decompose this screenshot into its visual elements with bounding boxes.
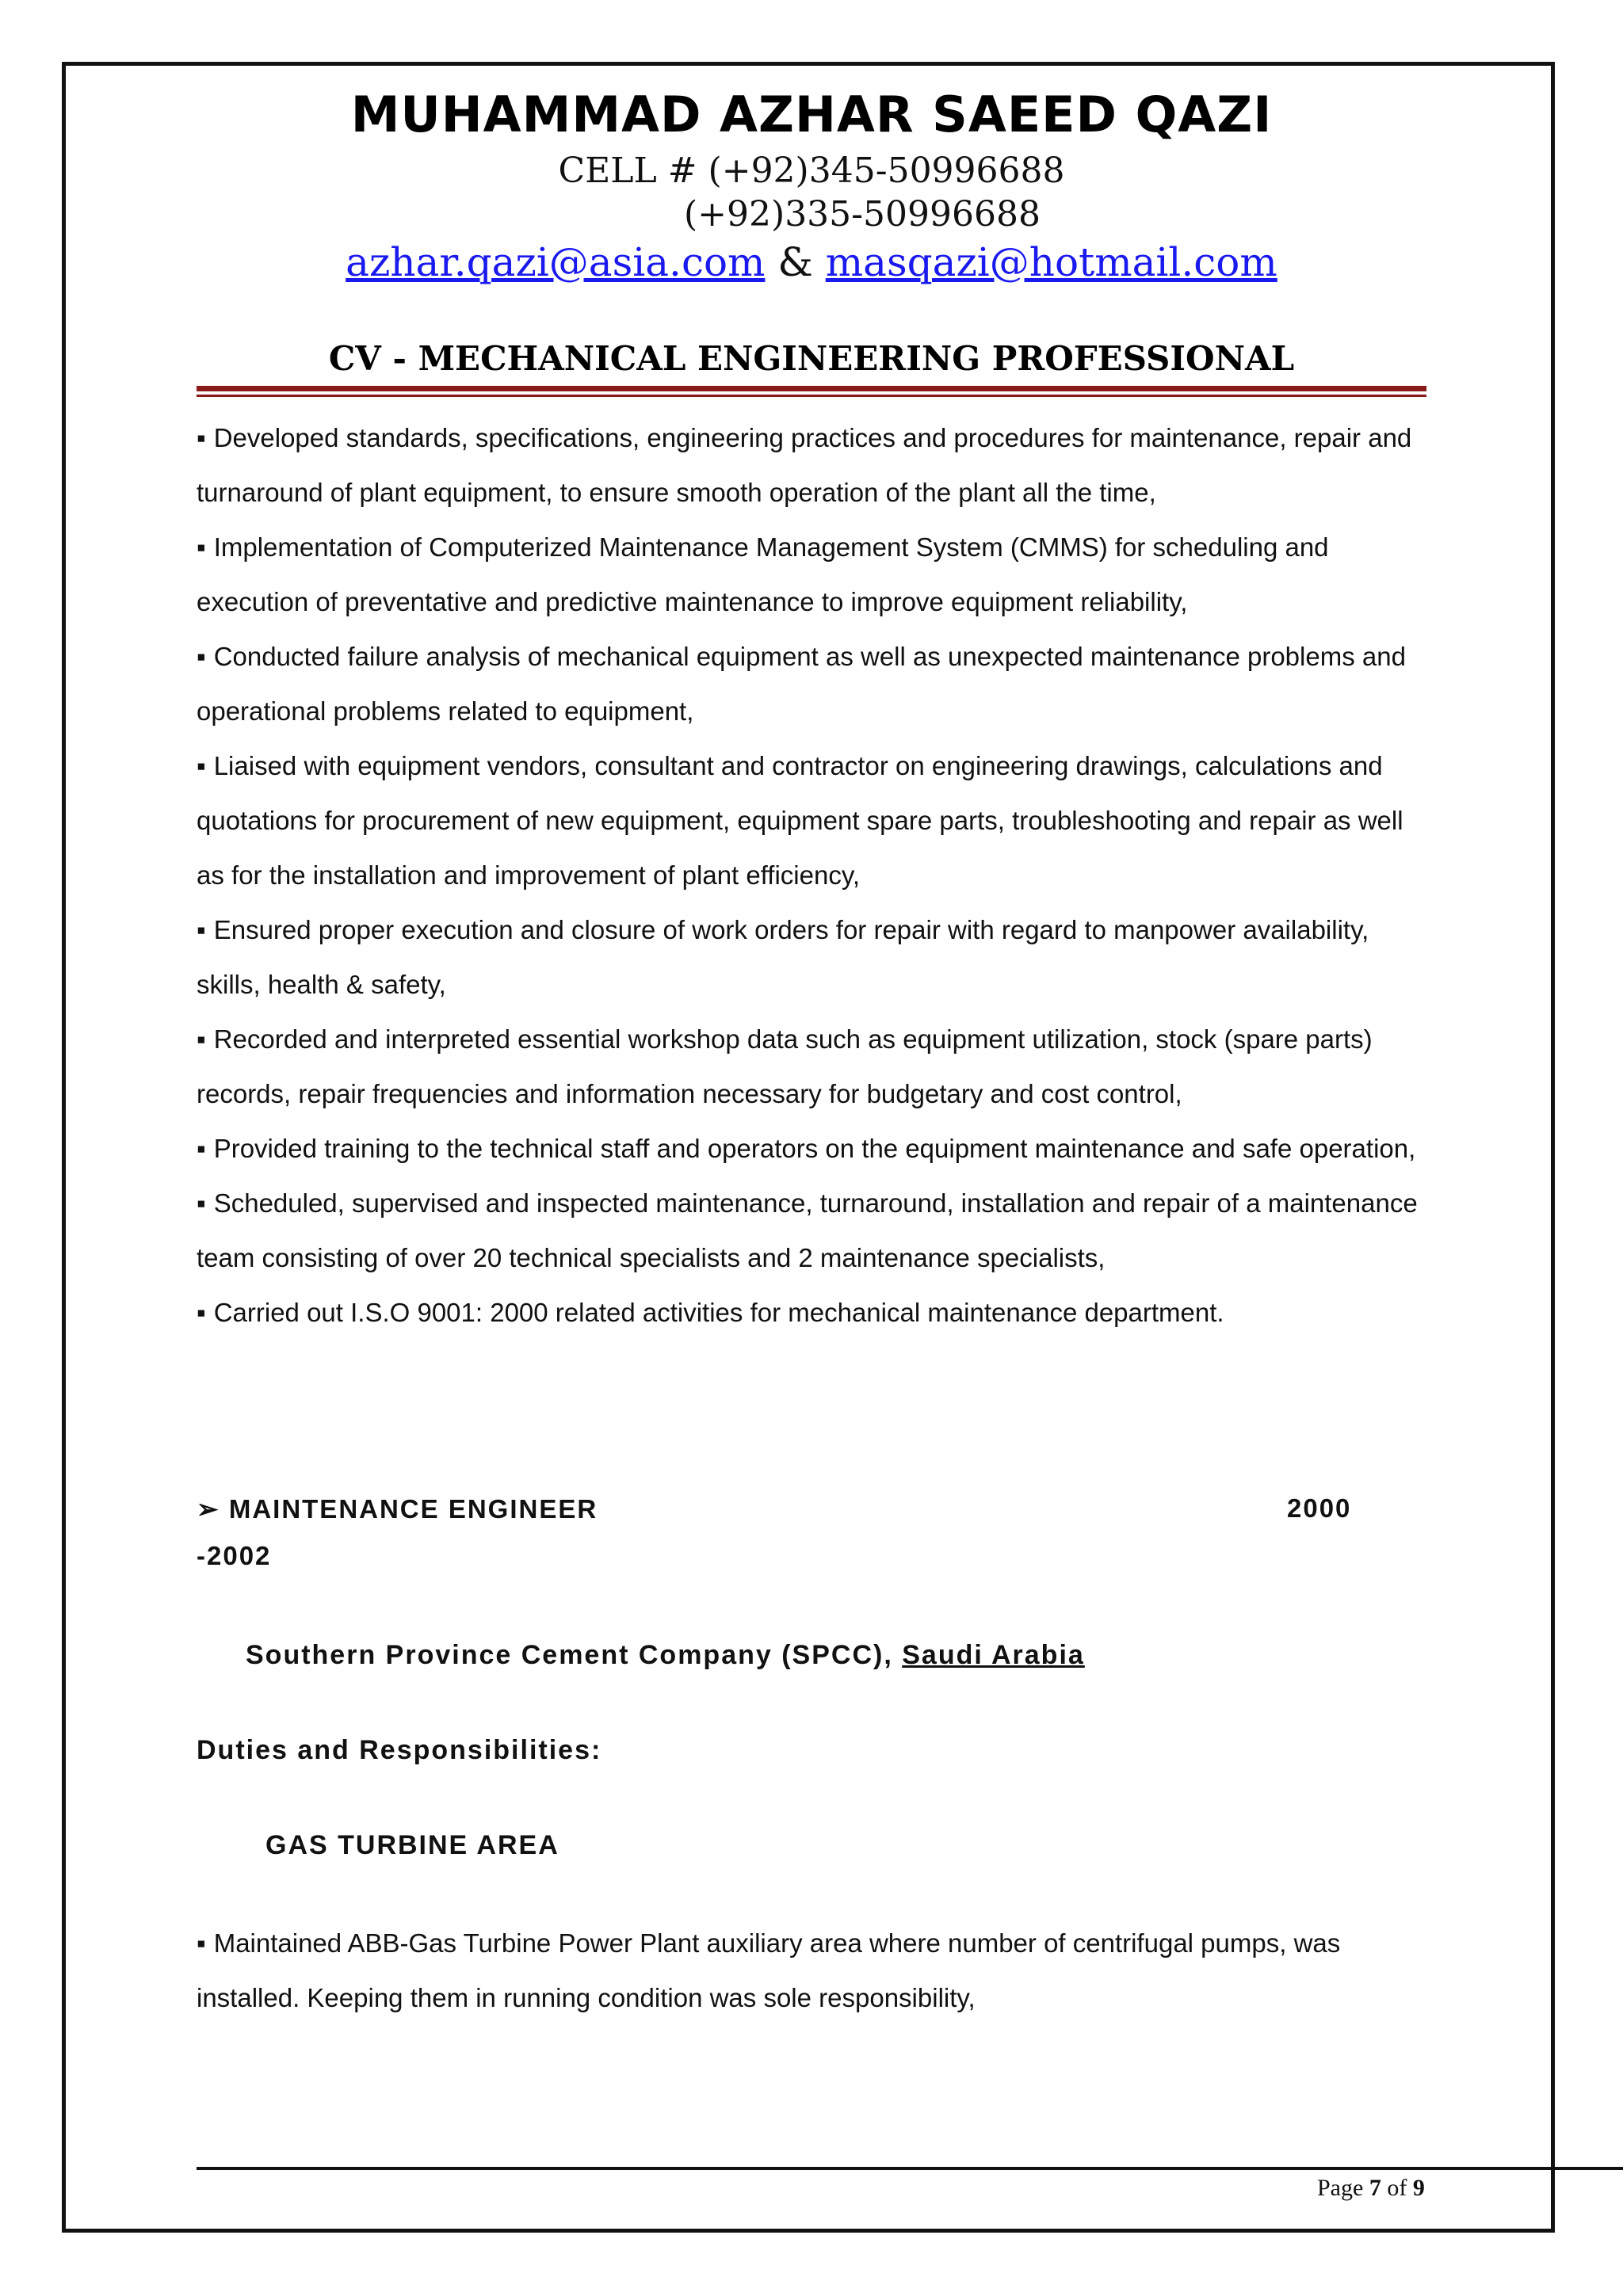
list-item: ▪ Ensured proper execution and closure of work orders for repair with regard to manpower availability, skills, health & safety, <box>197 902 1433 1012</box>
email-link-1[interactable]: azhar.qazi@asia.com <box>346 239 766 285</box>
job-title-row <box>197 1493 1433 1524</box>
cv-title: CV - MECHANICAL ENGINEERING PROFESSIONAL <box>328 339 1295 378</box>
area-heading: GAS TURBINE AREA <box>265 1830 559 1860</box>
email-line <box>0 239 1623 285</box>
list-item: ▪ Maintained ABB-Gas Turbine Power Plant auxiliary area where number of centrifugal pumps, was installed. Keeping them in running condition was sole responsibility, <box>197 1916 1433 2025</box>
email-separator: & <box>765 239 826 285</box>
arrow-icon: ➢ <box>197 1494 220 1524</box>
area-responsibilities-list <box>197 1916 1433 2025</box>
list-item: ▪ Developed standards, specifications, engineering practices and procedures for maintenance, repair and turnaround of plant equipment, to ensure smooth operation of the plant all the time, <box>197 410 1433 520</box>
candidate-name: MUHAMMAD AZHAR SAEED QAZI <box>350 86 1273 143</box>
header-divider-thin <box>197 395 1426 397</box>
company-line <box>246 1640 1085 1671</box>
page-number <box>1317 2175 1425 2202</box>
job-year-start: 2000 <box>1287 1493 1352 1523</box>
job-title: MAINTENANCE ENGINEER <box>228 1494 598 1524</box>
duties-heading: Duties and Responsibilities: <box>197 1735 602 1765</box>
list-item: ▪ Implementation of Computerized Maintenance Management System (CMMS) for scheduling and execution of preventative and predictive maintenance to improve equipment reliability, <box>197 520 1433 629</box>
footer-divider <box>197 2167 1623 2170</box>
page-current: 7 <box>1369 2175 1381 2201</box>
cell-number-1: CELL # (+92)345-50996688 <box>558 151 1065 191</box>
cell-number-2: (+92)335-50996688 <box>684 194 1041 235</box>
list-item: ▪ Recorded and interpreted essential workshop data such as equipment utilization, stock (spare parts) records, repair frequencies and information necessary for budgetary and cost control, <box>197 1012 1433 1121</box>
of-label: of <box>1381 2175 1413 2201</box>
list-item: ▪ Liaised with equipment vendors, consultant and contractor on engineering drawings, calculations and quotations for procurement of new equipment, equipment spare parts, troubleshooting and repair as well as for the installation and improvement of plant efficiency, <box>197 738 1433 902</box>
responsibilities-list <box>197 410 1433 1340</box>
job-year-end: -2002 <box>197 1541 272 1570</box>
email-link-2[interactable]: masqazi@hotmail.com <box>825 239 1277 285</box>
list-item: ▪ Scheduled, supervised and inspected maintenance, turnaround, installation and repair of a maintenance team consisting of over 20 technical specialists and 2 maintenance specialists, <box>197 1176 1433 1285</box>
list-item: ▪ Provided training to the technical staff and operators on the equipment maintenance and safe operation, <box>197 1121 1433 1176</box>
page-total: 9 <box>1412 2175 1425 2201</box>
header-divider <box>197 386 1426 391</box>
list-item: ▪ Carried out I.S.O 9001: 2000 related activities for mechanical maintenance department. <box>197 1285 1433 1340</box>
list-item: ▪ Conducted failure analysis of mechanical equipment as well as unexpected maintenance problems and operational problems related to equipment, <box>197 629 1433 738</box>
page-label: Page <box>1317 2175 1369 2201</box>
company-name: Southern Province Cement Company (SPCC), <box>246 1640 903 1670</box>
company-country: Saudi Arabia <box>902 1640 1085 1670</box>
